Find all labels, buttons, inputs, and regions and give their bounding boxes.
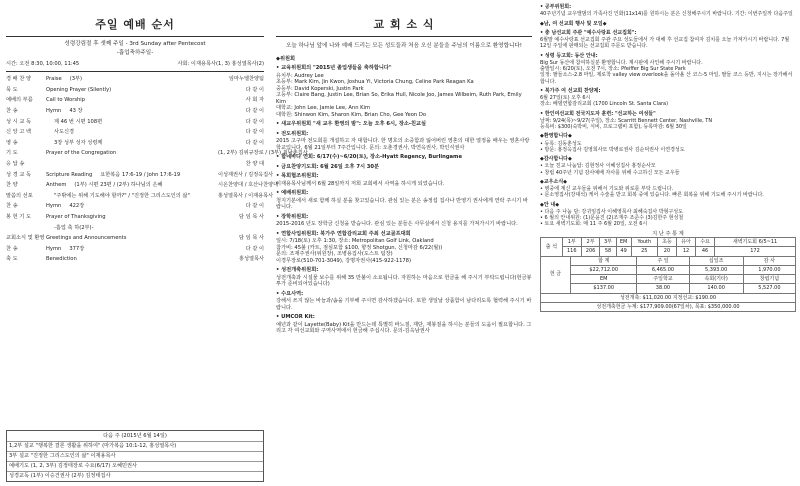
news-item-heading: ◆교우소식◆ xyxy=(540,178,568,185)
news-item xyxy=(540,53,796,85)
news-item-text: • 오늘 친교 나눔답: 김현정사 이혜성집사 홍정순사모 • 창립 40주년 기념 감사예배 자사를 위해 수고하신 모든 교우들 xyxy=(540,163,680,176)
order-item xyxy=(6,214,264,225)
order-item xyxy=(6,76,264,87)
order-item-detail xyxy=(46,150,218,157)
fund-row: 성전개축: $11,020.00 지정선교: $190.00 xyxy=(541,293,796,302)
order-item-label: 축 도 xyxy=(6,256,18,263)
news-item xyxy=(540,179,796,199)
next-week-row: 1,2부 설교 "행복한 결론 생활을 위하여" (마가복음 10:1-12, 홍성열목사) xyxy=(7,441,263,451)
order-item-detail xyxy=(46,246,218,253)
news-item-heading: • 장학위원회: xyxy=(276,213,309,220)
news-item xyxy=(276,291,532,312)
news-item-text: • 등록: 김동춘성도 • 방문: 홍정옥집사 김영희사모 박병로권사 김순덕권사 이연경성도 xyxy=(540,140,685,153)
offering-value: 38.00 xyxy=(637,284,689,293)
order-item-label: 신 앙 고 백 xyxy=(6,129,31,136)
news-item-text: 강해서 쓰지 않는 바늘과/솜을 기부해 주시면 감사하겠습니다. 또한 생일날 상품함이 남다리도록 협력해 주시기 바랍니다. xyxy=(276,298,532,311)
news-item-text: 6월 27일(토) 오후 6시 장소: 베델연합감리교회 (1700 Lincoln St. Santa Clara) xyxy=(540,95,669,108)
news-item-heading: • 전도위원회: xyxy=(276,130,309,137)
divider xyxy=(6,71,264,72)
attendance-header: 2부 xyxy=(581,238,600,247)
order-item-detail xyxy=(46,235,218,242)
news-item-text: 청지기분에서 새로 함께 하실 분을 찾고있습니다. 관심 있는 분은 송정섭 집사나 반영기 권사에게 연락 주시기 바랍니다. xyxy=(276,197,528,211)
news-item xyxy=(540,156,796,176)
offering-value: 6,465.00 xyxy=(637,265,689,274)
news-item xyxy=(540,88,796,108)
offering-header: 십일조 xyxy=(689,256,743,265)
next-week-box xyxy=(6,430,264,482)
order-item-leader: 다 같 이 xyxy=(245,203,264,210)
attendance-value: 20 xyxy=(657,247,676,256)
order-item-english: Hymn xyxy=(46,108,62,114)
order-item-detail xyxy=(46,225,218,232)
order-item-reference: 제 46 번 시편 108편 xyxy=(54,118,103,125)
news-item-text: Big Sur 동산에 참여하실분 환영합니다. 계시판에 사인해 주시기 바랍니다. 출발일시: 6/20(토), 오전 7시, 장소: Pfeiffer Big Sur State Park 일정: 팔들소스-2.8 마일, 제로착 valley view overlook을 돌아올 산 코스-5 마일, 팔들 코스 등반, 지시는 장가해서 합니다. xyxy=(540,59,793,85)
offering-table xyxy=(540,256,796,313)
news-item xyxy=(540,30,796,50)
news-item-text: 이재용목사님께서 6월 28일까지 저희 교회에서 사역을 하시게 되었습니다. xyxy=(276,180,445,187)
order-item-leader: 시온찬양대 / 호산나찬양대 xyxy=(218,182,279,189)
news-item-heading: • 충 남선교회 주관 "예수사랑표 선교집회": xyxy=(540,29,637,36)
news-item-heading: • 성전개축위원회: xyxy=(276,267,319,274)
attendance-value: 46 xyxy=(696,247,715,256)
order-item-english: Benediction xyxy=(46,256,77,263)
news-continued-column xyxy=(540,0,796,486)
next-week-title: 다음 주 (2015년 6월 14일) xyxy=(103,432,167,439)
attendance-header: Youth xyxy=(631,238,657,247)
news-item xyxy=(276,214,532,228)
news-item-heading: • UMCOR Kit: xyxy=(276,314,315,321)
offering-header: EM xyxy=(571,275,637,284)
order-item-detail xyxy=(46,172,218,179)
order-item-label: 말씀의 선포 xyxy=(6,192,33,199)
news-item xyxy=(276,56,532,63)
order-item-english: Hymn xyxy=(46,245,62,252)
offering-value: $137.00 xyxy=(571,284,637,293)
news-item xyxy=(276,131,532,152)
order-item-leader: 이성재권사 / 김정옥집사 xyxy=(218,171,274,178)
order-item-english: Prayer of Thanksgiving xyxy=(46,213,106,220)
right-news-list xyxy=(540,4,796,228)
news-item-heading: • 목회협조위원회: xyxy=(276,173,319,180)
order-item-detail xyxy=(46,119,218,126)
news-item-heading: • 한인여선교회 전국지도자 훈련: "선교하는 여성들" xyxy=(540,110,656,117)
order-item-leader: 다 같 이 xyxy=(245,86,264,93)
news-item xyxy=(540,133,796,153)
church-news-column xyxy=(276,0,532,486)
order-item-detail xyxy=(46,129,218,136)
order-item-reference: -흡업 축 하(2부)- xyxy=(54,224,94,231)
order-item-reference: (1부) 시편 23편 / (2부) 하나님의 은혜 xyxy=(74,182,163,189)
order-item xyxy=(6,171,274,183)
divider xyxy=(276,36,532,37)
order-item-detail xyxy=(46,108,218,115)
order-item xyxy=(6,129,264,140)
attendance-value: 116 xyxy=(562,247,581,256)
order-item-label: 봉 헌 기 도 xyxy=(6,213,31,220)
order-item-english: Call to Worship xyxy=(46,97,86,104)
attendance-header: 3부 xyxy=(600,238,616,247)
order-item xyxy=(6,87,264,98)
news-item-heading: ◆남, 여 선교회 행사 및 모임◆ xyxy=(540,20,607,27)
offering-header: 주 일 xyxy=(637,256,689,265)
order-item-label: 기 도 xyxy=(6,150,18,157)
attendance-value: 206 xyxy=(581,247,600,256)
news-item-heading: ◆위원회 xyxy=(276,55,296,62)
order-item-label: 찬 양 xyxy=(6,182,18,189)
order-item xyxy=(6,161,264,172)
news-item xyxy=(276,314,532,335)
news-item xyxy=(540,111,796,131)
order-item-leader: 찬 양 대 xyxy=(245,160,264,167)
order-item-leader: 담 임 목 사 xyxy=(239,213,264,220)
news-item-heading: • 예배위원회: xyxy=(276,190,309,197)
order-item-leader: 홍성열목사 / 이재용목사 xyxy=(218,192,274,199)
order-item-detail xyxy=(46,214,218,221)
news-title: 교 회 소 식 xyxy=(373,18,435,31)
order-item-detail xyxy=(46,140,218,147)
order-item-leader: 다 같 이 xyxy=(245,245,264,252)
attendance-label: 출 석 xyxy=(541,238,563,257)
news-item-text: 날짜: 9/24(목)~9/27(주일), 장소: Scarritt Bennett Center, Nashville, TN 등록비: $300(숙박비, 식비, 프로그램비 포함), 등록마감: 6월 30일 xyxy=(540,117,713,130)
order-item-reference: 43 장 xyxy=(69,108,83,114)
order-item xyxy=(6,108,264,119)
news-item-heading: • 성령 등고회: 동산 안내: xyxy=(540,52,598,59)
news-item-text: 예년과 같이 Layette(Baby) Kit을 만드는데 특별히 바느질, 재단, 재봉질을 하시는 분들의 도움이 필요합니다. 그리고 각 여선교회와 구역사역에서 헌금해 주십시다. 문의-김옥남권사 xyxy=(276,321,532,335)
news-item-heading: ◆감사합니다◆ xyxy=(540,156,572,162)
attendance-header: EM xyxy=(616,238,631,247)
order-item-detail xyxy=(46,161,218,168)
news-item xyxy=(276,154,532,161)
order-item-label: 교회소식 및 환영 xyxy=(6,235,45,242)
attendance-value: 25 xyxy=(631,247,657,256)
offering-value: $22,712.00 xyxy=(571,265,637,274)
order-item-detail xyxy=(46,193,218,200)
news-item-text: 6월말 예수사랑표 선교집회 주관 주요 성도들에서 가 대해 후 선교집 참여자 김치를 오늘 가져가시기 바랍니다. 7월 12일 주일에 판매되는 선교집회 주문도 받습니다. xyxy=(540,37,790,50)
service-officiant: 사회: 이재용목사(1, 3) 홍성열목사(2) xyxy=(177,60,264,67)
order-item-label: 예배의 부름 xyxy=(6,97,33,104)
order-subtitle: 성령강림절 후 셋째 주일 - 3rd Sunday after Pentecost xyxy=(64,40,206,47)
news-item-text: 유치부: Audrey Lee 초등부: Mark Kim, Jin Kwon, Joshua Yi, Victoria Chung, Celine Park Reagan Ka 중등부: David Koperski, Justin Park 고등부: Claire Bang, Justin Lee, Brian So, Erika Hull, Nicole Joo, James Wilbeim, Ruth Park, Emily Kim 대학교: John Lee, Jamie Lee, Ann Kim 대학원: Shinwon Kim, Sharon Kim, Brian Cho, Gee Yeon Do xyxy=(276,72,522,118)
order-item xyxy=(6,192,274,204)
offering-header: 속회(기타) xyxy=(689,275,743,284)
order-item-reference: 요한복음 17:6-19 / John 17:6-19 xyxy=(100,171,181,178)
order-item-english: Prayer of the Congregation xyxy=(46,150,117,157)
news-item xyxy=(276,267,532,288)
order-item-english: Hymn xyxy=(46,203,62,210)
news-item-text: 성전개축과 시설물 보수를 위해 35 만불이 소요됩니다. 자원하는 마음으로 헌금을 해 주시기 부탁드립니다(헌금봉투가 준비되어있습니다) xyxy=(276,274,532,288)
order-title: 주일 예배 순서 xyxy=(95,18,175,31)
order-item-leader: 담 임 목 사 xyxy=(239,235,264,242)
order-item-reference: (3부) xyxy=(69,76,83,83)
news-item xyxy=(276,231,532,265)
attendance-value: 12 xyxy=(677,247,696,256)
news-item-text: 40주년기념 교우앨범의 가족사진 인화(11x14)를 원하시는 분은 신청해주시기 바랍니다. 기간: 이번주일까 다음주일 xyxy=(540,11,793,18)
welcome-intro: 오늘 하나님 앞에 나와 예배 드리는 모든 성도들과 처음 오신 분들을 주님의 이름으로 환영합니다! xyxy=(285,42,523,49)
attendance-header: 1부 xyxy=(562,238,581,247)
order-item-leader: 다 같 이 xyxy=(245,129,264,136)
order-item-reference: 422장 xyxy=(69,203,85,210)
order-item-label: 묵 도 xyxy=(6,86,18,93)
attendance-header: 초등 xyxy=(657,238,676,247)
news-item-text: • 다음 주 나눔 담: 강귀임집사 이혜영목사 최혜숙집사 박형구성도 • 6 월의 안내위원: (1)문윤진 (2)조재주 조준수 (3)김한주 현성철 • 토요 새벽기도회: 매 11 주 6월 20일, 오전 6시 xyxy=(540,208,684,228)
order-item-leader: 사 회 자 xyxy=(245,97,264,104)
attendance-header: 유아 xyxy=(677,238,696,247)
news-item-heading: • 공부위원회: xyxy=(540,4,572,10)
news-item-text: 2015-2016 년도 장학금 신청을 받습니다. 관심 있는 분들은 사무실에서 신청 용지를 가져가시기 바랍니다. xyxy=(276,221,518,228)
order-item-reference: 377장 xyxy=(69,245,85,252)
news-item-heading: • 새교우위원회 "새 교우 환영의 밤": 오늘 오후 6시, 장소-친교실 xyxy=(276,121,427,128)
news-item-heading: ◆안 내◆ xyxy=(540,201,560,208)
order-item xyxy=(6,256,264,267)
news-item-text: • 병중에 계신 교우들을 위해서 기도와 위로를 부탁 드립니다. • 문소영집사(강대석) 케어 수술을 받고 회복 중에 있습니다. 빠른 회복을 위해 기도해 주시기 바랍니다. xyxy=(540,186,764,199)
next-week-row: 성경교독 (1부) 이승건권사 (2부) 김정태집사 xyxy=(7,471,263,481)
offering-value: 1,970.00 xyxy=(743,265,795,274)
attendance-value: 58 xyxy=(600,247,616,256)
order-item-label: 찬 송 xyxy=(6,203,18,210)
order-item-label: 성 시 교 독 xyxy=(6,118,31,125)
order-item-leader: 홍성열목사 xyxy=(238,256,264,263)
news-list xyxy=(276,56,532,335)
order-item-leader: 임마누엘찬양팀 xyxy=(228,76,264,83)
order-item-detail xyxy=(46,203,218,210)
news-item xyxy=(276,121,532,128)
news-item xyxy=(540,202,796,228)
offering-header: 감 사 xyxy=(743,256,795,265)
order-item-leader: (1, 2부) 김위규장로 / (3부) 최낙춘집사 xyxy=(218,150,308,157)
order-item-leader: 다 같 이 xyxy=(245,139,264,146)
offering-header: 창립기념 xyxy=(743,275,795,284)
service-times: 시간: 오전 8:30, 10:00, 11:45 xyxy=(6,60,80,67)
news-item-heading: ◆환영합니다◆ xyxy=(540,133,572,140)
order-item-label: 응 답 송 xyxy=(6,160,25,167)
news-item-heading: • 금요찬양기도회: 6월 26일 오후 7시 30분 xyxy=(276,163,380,170)
order-item-english: Scripture Reading xyxy=(46,171,93,178)
order-item-label: 성 경 교 독 xyxy=(6,171,31,178)
attendance-header: 새벽기도회 6/5~11 xyxy=(715,238,796,247)
order-item-detail xyxy=(46,76,218,83)
order-item-label: 영 송 xyxy=(6,139,18,146)
offering-value: 5,527.00 xyxy=(743,284,795,293)
service-meta xyxy=(6,61,264,68)
order-item-label: 찬 송 xyxy=(6,245,18,252)
news-item xyxy=(540,21,796,27)
order-item-leader: 다 같 이 xyxy=(245,118,264,125)
order-item xyxy=(6,182,279,193)
order-item-detail xyxy=(46,97,218,104)
news-item-heading: • 교육위원회의 "2015년 졸업생들을 축하합니다" xyxy=(276,65,392,72)
news-item xyxy=(540,4,796,18)
order-item xyxy=(6,225,264,236)
offering-header: 주일학교 xyxy=(637,275,689,284)
next-week-row: 예배기도 (1, 2, 3부) 김정태장로 수요(6/17) 오혜민권사 xyxy=(7,461,263,471)
order-item xyxy=(6,150,308,161)
next-week-row: 3부 설교 "진정한 그리스도인의 삶" 이재용목사 xyxy=(7,451,263,461)
attendance-value: 49 xyxy=(616,247,631,256)
service-type: -흡업축하주일- xyxy=(116,49,154,56)
offering-label: 헌 금 xyxy=(541,256,571,293)
order-item xyxy=(6,235,264,246)
order-item-english: Greetings and Announcements xyxy=(46,235,127,242)
offering-value: 5,393.00 xyxy=(689,265,743,274)
offering-value: 140.00 xyxy=(689,284,743,293)
order-item-english: Anthem xyxy=(46,182,67,189)
order-item-english: Praise xyxy=(46,76,62,83)
stats-title: 지 난 주 통 계 xyxy=(652,230,684,237)
order-item-detail xyxy=(46,256,218,263)
attendance-table xyxy=(540,237,796,257)
order-item-english: Opening Prayer (Silently) xyxy=(46,86,112,93)
order-item-reference: "주밖에는 위해 기도해야 할까?" / "진정한 그리스도인의 삶" xyxy=(54,192,190,199)
news-item xyxy=(276,190,532,211)
order-item-reference: 사도신경 xyxy=(54,129,75,136)
attendance-value: 172 xyxy=(715,247,796,256)
news-item-text: 일시: 7/18(토) 오후 1:30, 장소: Metropolitan Golf Link, Oakland 참가비: 45불 (카트, 점심포함 $100, 향정 Shotgun, 신청마감 6/22(월)) 문의: 조재주권사(위원장), 조병용집사(도스트 팀장) 이경무장로(510-701-3049), 강명자권사(415-922-1178) xyxy=(276,238,443,264)
order-item-detail xyxy=(46,182,218,189)
fund-row: 성전개축헌금 누계: $177,909.00(67일차), 목표: $350,000.00 xyxy=(541,302,796,311)
news-item-heading: • 수요사역: xyxy=(276,290,304,297)
news-item-text: 2015 고구마 전도회를 개설하고 자 대합니다. 한 명호의 소중함과 잃어버린 영혼의 대한 열정을 배우는 영혼사랑 학교입니다. 6월 21일부터 7주간입니다. 문의: 오춘경권사, 박연옥권사, 박인식권사 xyxy=(276,138,530,151)
order-item-reference: 3장 성부 성자 성령께 xyxy=(54,139,103,146)
order-item-label: 경 배 찬 양 xyxy=(6,76,31,83)
divider xyxy=(6,36,264,37)
order-item xyxy=(6,246,264,257)
order-item-label: 찬 송 xyxy=(6,108,18,114)
news-item xyxy=(276,164,532,171)
order-item-leader: 다 같 이 xyxy=(245,108,264,114)
news-item xyxy=(276,173,532,187)
order-item xyxy=(6,97,264,108)
order-item xyxy=(6,140,264,151)
news-item-heading: • 연합사업위원회: 북가주 연합감리교회 주최 선교골프대회 xyxy=(276,230,411,237)
news-item xyxy=(276,65,532,118)
attendance-header: 수요 xyxy=(696,238,715,247)
news-item-heading: • 북가주 여 선교회 찬양제: xyxy=(540,87,601,94)
order-item-detail xyxy=(46,87,218,94)
offering-header: 합 계 xyxy=(571,256,637,265)
order-item xyxy=(6,119,264,130)
news-item-heading: • 합네바다 연회: 6/17(수)~6/20(토), 장소-Hyatt Regency, Burlingame xyxy=(276,154,462,161)
order-item xyxy=(6,203,264,214)
